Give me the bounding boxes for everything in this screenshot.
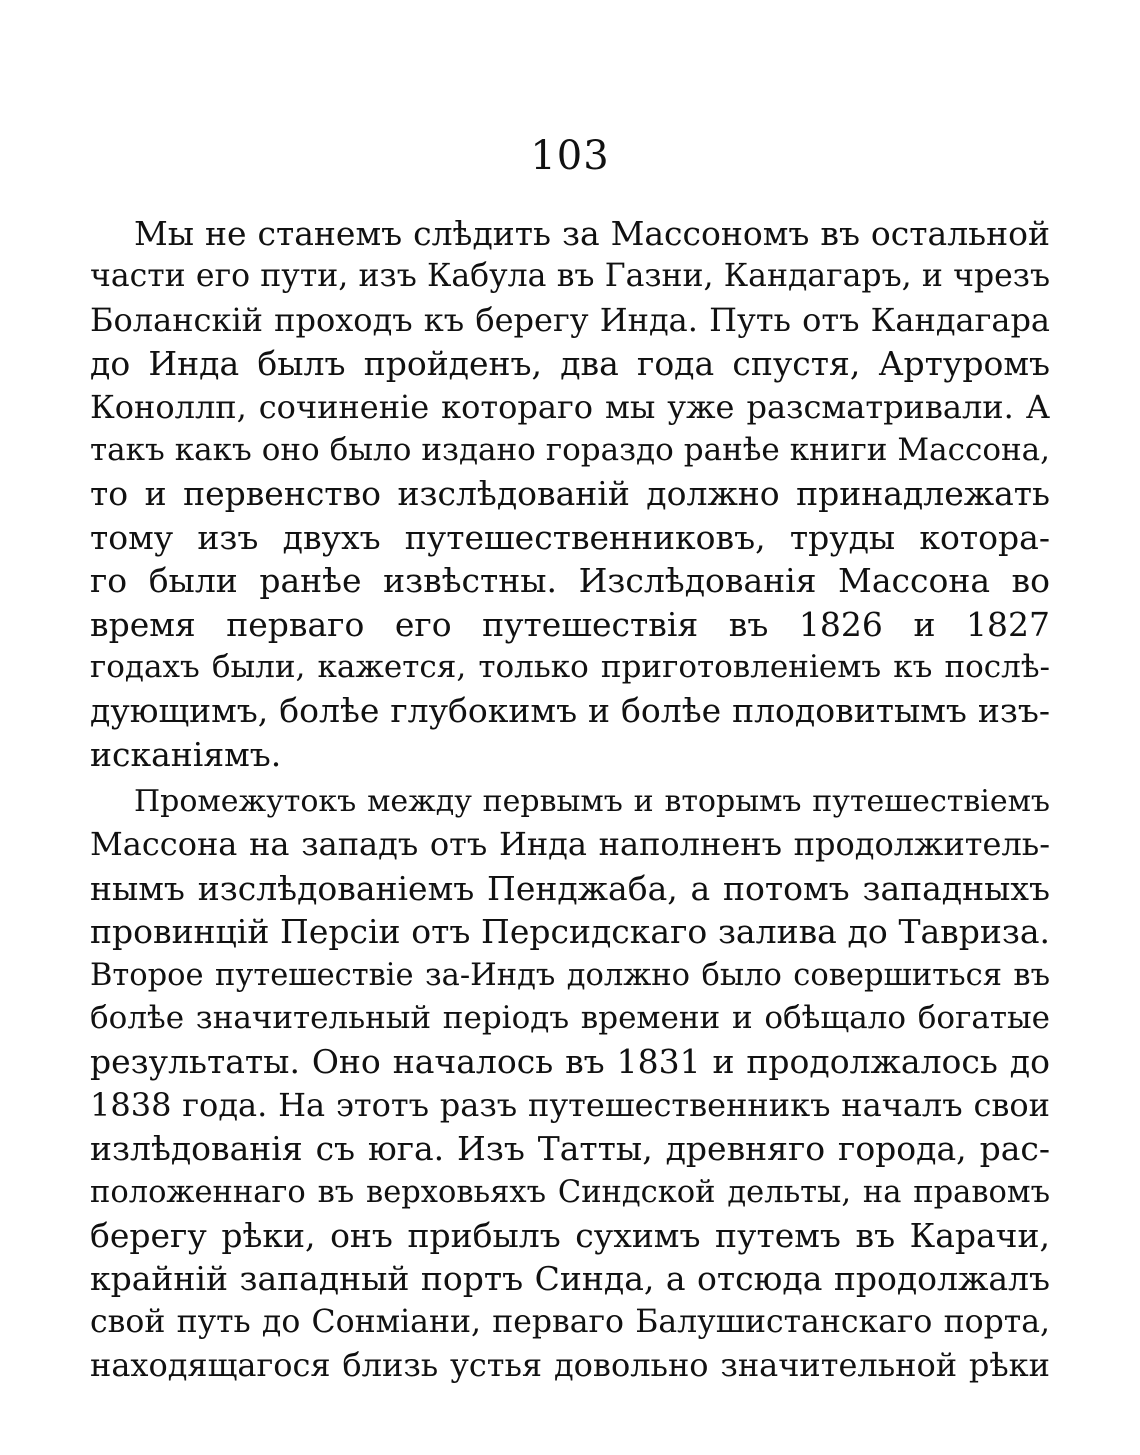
text-line: Массона на западъ отъ Инда наполненъ продолжитель- [90, 825, 1050, 864]
text-line: такъ какъ оно было издано гораздо ранѣе книги Массона, [90, 431, 1050, 468]
text-line: тому изъ двухъ путешественниковъ, труды котора- [90, 517, 1050, 557]
text-line: нымъ изслѣдованіемъ Пенджаба, а потомъ западныхъ [90, 868, 1050, 908]
text-line: берегу рѣки, онъ прибылъ сухимъ путемъ въ Карачи, [90, 1215, 1050, 1255]
text-line: дующимъ, болѣе глубокимъ и болѣе плодовитымъ изъ- [90, 691, 1050, 731]
text-line: годахъ были, кажется, только приготовленіемъ къ послѣ- [90, 648, 1050, 685]
text-line: провинцій Персіи отъ Персидскаго залива до Тавриза. [90, 912, 1050, 952]
text-line: Второе путешествіе за-Индъ должно было совершиться въ [90, 957, 1050, 993]
text-line: го были ранѣе извѣстны. Изслѣдованія Массона во [90, 561, 1050, 601]
text-line: крайній западный портъ Синда, а отсюда продолжалъ [90, 1259, 1050, 1299]
text-line: положеннаго въ верховьяхъ Синдской дельты, на правомъ [90, 1174, 1050, 1210]
page-number: 103 [530, 133, 610, 179]
text-line: Мы не станемъ слѣдить за Массономъ въ остальной [134, 214, 1050, 253]
paragraph-1 [90, 212, 1050, 776]
text-line: части его пути, изъ Кабула въ Газни, Кандагаръ, и чрезъ [90, 258, 1050, 295]
text-line: до Инда былъ пройденъ, два года спустя, Артуромъ [90, 344, 1050, 384]
text-line: время перваго его путешествія въ 1826 и 1827 [90, 604, 1050, 644]
text-line: результаты. Оно началось въ 1831 и продолжалось до [90, 1042, 1050, 1082]
text-line: 1838 года. На этотъ разъ путешественникъ началъ свои [90, 1085, 1050, 1124]
text-line: Промежутокъ между первымъ и вторымъ путешествіемъ [134, 784, 1050, 819]
text-line: Коноллп, сочиненіе котораго мы уже разсматривали. А [90, 387, 1050, 426]
text-line: Боланскій проходъ къ берегу Инда. Путь отъ Кандагара [90, 300, 1050, 339]
text-line: болѣе значительный періодъ времени и обѣщало богатые [90, 999, 1050, 1036]
text-line: находящагося близь устья довольно значительной рѣки [90, 1346, 1050, 1385]
text-line: излѣдованія съ юга. Изъ Татты, древняго города, рас- [90, 1129, 1050, 1169]
text-line: свой путь до Сонміани, перваго Балушистанскаго порта, [90, 1303, 1050, 1340]
text-line: исканіямъ. [90, 734, 282, 774]
paragraph-2 [90, 780, 1050, 1387]
text-line: то и первенство изслѣдованій должно принадлежать [90, 474, 1050, 514]
